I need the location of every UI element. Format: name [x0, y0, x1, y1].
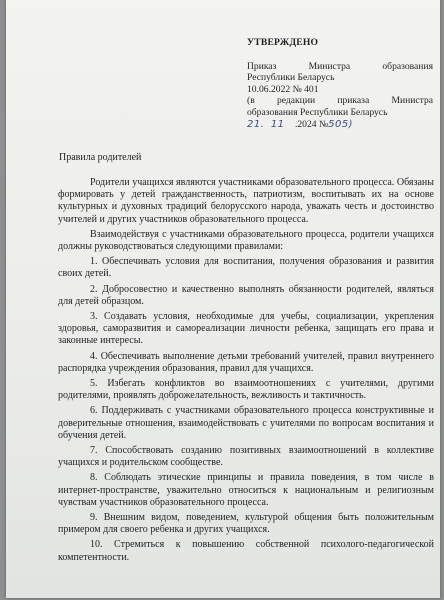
- rule-item: 6. Поддерживать с участниками образовательного процесса конструктивные и доверительные отношения, взаимодействовать с учителями по вопросам воспитания и обучения детей.: [58, 405, 434, 441]
- document-body: [58, 177, 434, 567]
- approval-line: образования Республики Беларусь: [247, 106, 388, 118]
- paragraph-intro: Родители учащихся являются участниками образовательного процесса. Обязаны формировать у детей гражданственность, патриотизм, воспитывать их на основе культурных и духовных традиций белорусского народа, уважать честь и достоинство учителей и других участников образовательного процесса.: [58, 177, 434, 225]
- document-page: [6, 0, 440, 598]
- printed-year: .2024 №: [294, 118, 329, 130]
- rule-item: 5. Избегать конфликтов во взаимоотношениях с учителями, другими родителями, проявлять доброжелательность, вежливость и тактичность.: [58, 378, 434, 402]
- handwritten-month: 11: [270, 118, 285, 130]
- handwritten-day: 21.: [247, 118, 265, 130]
- approval-line: (в редакции приказа Министра: [247, 95, 433, 107]
- approval-block: [247, 37, 433, 130]
- rule-item: 10. Стремиться к повышению собственной психолого-педагогической компетентности.: [58, 539, 434, 563]
- rule-item: 9. Внешним видом, поведением, культурой общения быть положительным примером для своего ребенка и других учащихся.: [58, 512, 434, 536]
- rule-item: 3. Создавать условия, необходимые для учебы, социализации, укрепления здоровья, саморазвития и самореализации личности ребенка, защищать его права и законные интересы.: [58, 311, 434, 347]
- handwritten-number: 505): [328, 118, 354, 130]
- approval-line: Приказ Министра образования: [247, 60, 433, 72]
- approval-line: 10.06.2022 № 401: [247, 83, 319, 95]
- rule-item: 2. Добросовестно и качественно выполнять обязанности родителей, являться для детей образцом.: [58, 283, 434, 307]
- rule-item: 4. Обеспечивать выполнение детьми требований учителей, правил внутреннего распорядка учреждения образования, правил для учащихся.: [58, 350, 434, 374]
- approval-date-line: [247, 119, 433, 131]
- page-title: Правила родителей: [59, 152, 142, 163]
- paragraph-lead: Взаимодействуя с участниками образовательного процесса, родители учащихся должны руководствоваться следующими правилами:: [58, 228, 434, 253]
- rule-item: 7. Способствовать созданию позитивных взаимоотношений в коллективе учащихся и родительском сообществе.: [58, 445, 434, 469]
- approval-line: Республики Беларусь: [247, 72, 335, 84]
- rule-item: 8. Соблюдать этические принципы и правила поведения, в том числе в интернет-пространстве, уважительно относиться к национальным и религиозным чувствам участников образовательного процесса.: [58, 472, 434, 508]
- rule-item: 1. Обеспечивать условия для воспитания, получения образования и развития своих детей.: [58, 256, 434, 280]
- approval-heading: УТВЕРЖДЕНО: [247, 37, 319, 48]
